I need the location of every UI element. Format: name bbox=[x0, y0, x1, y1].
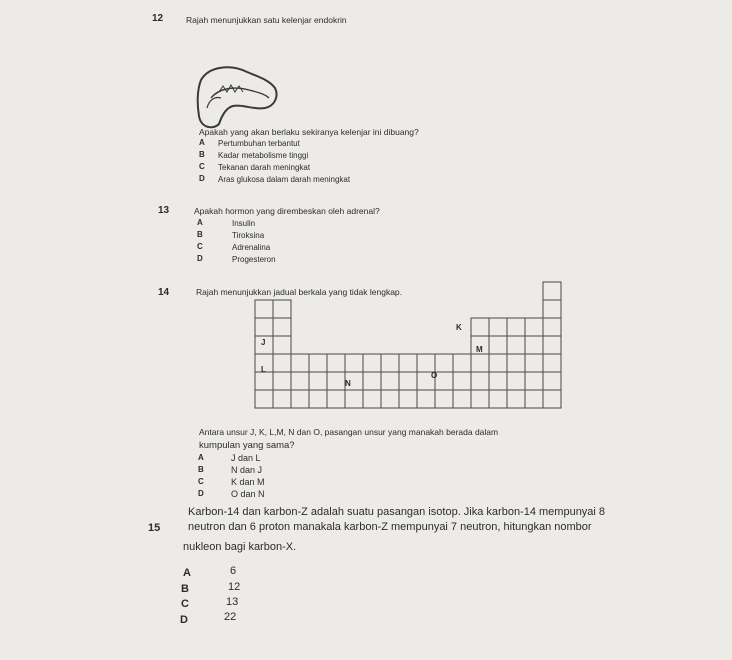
element-j-label: J bbox=[261, 338, 266, 347]
q15-option-a-text: 6 bbox=[230, 565, 237, 577]
q13-option-a-letter: A bbox=[197, 218, 203, 227]
element-o-label: O bbox=[431, 371, 438, 380]
q15-option-c-text: 13 bbox=[226, 596, 239, 608]
q12-question: Apakah yang akan berlaku sekiranya kelenjar ini dibuang? bbox=[199, 127, 419, 137]
pancreas-illustration bbox=[195, 58, 280, 130]
q14-option-a-letter: A bbox=[198, 453, 204, 462]
q12-option-d-letter: D bbox=[199, 174, 205, 183]
q15-option-c-letter: C bbox=[181, 598, 189, 610]
q15-option-b-letter: B bbox=[181, 583, 189, 595]
q12-option-d-text: Aras glukosa dalam darah meningkat bbox=[218, 175, 351, 184]
element-k-label: K bbox=[456, 323, 462, 332]
q13-option-c-text: Adrenalina bbox=[232, 243, 271, 252]
q15-option-d-text: 22 bbox=[224, 611, 237, 623]
q14-question-line2: kumpulan yang sama? bbox=[199, 440, 295, 451]
q12-number: 12 bbox=[152, 13, 164, 24]
element-m-label: M bbox=[476, 345, 483, 354]
q12-option-a-letter: A bbox=[199, 138, 205, 147]
q12-option-c-text: Tekanan darah meningkat bbox=[218, 163, 311, 172]
q13-option-d-text: Progesteron bbox=[232, 255, 276, 264]
q15-line3: nukleon bagi karbon-X. bbox=[183, 541, 297, 553]
q12-option-a-text: Pertumbuhan terbantut bbox=[218, 139, 300, 148]
q14-option-b-letter: B bbox=[198, 465, 204, 474]
q14-option-c-text: K dan M bbox=[231, 477, 265, 487]
q15-option-b-text: 12 bbox=[228, 581, 241, 593]
q14-option-d-text: O dan N bbox=[231, 489, 265, 499]
q13-number: 13 bbox=[158, 205, 170, 216]
q15-number: 15 bbox=[148, 522, 161, 534]
q15-option-a-letter: A bbox=[183, 567, 191, 579]
element-n-label: N bbox=[345, 379, 351, 388]
q14-option-b-text: N dan J bbox=[231, 465, 263, 475]
q12-option-b-letter: B bbox=[199, 150, 205, 159]
q14-option-c-letter: C bbox=[198, 477, 204, 486]
q14-option-d-letter: D bbox=[198, 489, 204, 498]
q15-line1: Karbon-14 dan karbon-Z adalah suatu pasangan isotop. Jika karbon-14 mempunyai 8 bbox=[188, 506, 606, 518]
q14-instruction: Rajah menunjukkan jadual berkala yang tidak lengkap. bbox=[196, 287, 403, 297]
q12-option-c-letter: C bbox=[199, 162, 205, 171]
q13-option-b-text: Tiroksina bbox=[232, 231, 265, 240]
q14-number: 14 bbox=[158, 287, 170, 298]
q14-option-a-text: J dan L bbox=[231, 453, 261, 463]
q12-instruction: Rajah menunjukkan satu kelenjar endokrin bbox=[186, 15, 347, 25]
periodic-table bbox=[250, 280, 572, 428]
q15-option-d-letter: D bbox=[180, 614, 188, 626]
q15-line2: neutron dan 6 proton manakala karbon-Z mempunyai 7 neutron, hitungkan nombor bbox=[188, 521, 592, 533]
q12-option-b-text: Kadar metabolisme tinggi bbox=[218, 151, 309, 160]
q14-question-line1: Antara unsur J, K, L,M, N dan O, pasangan unsur yang manakah berada dalam bbox=[199, 427, 499, 437]
q13-option-c-letter: C bbox=[197, 242, 203, 251]
q13-option-d-letter: D bbox=[197, 254, 203, 263]
q13-option-a-text: Insulin bbox=[232, 219, 256, 228]
element-l-label: L bbox=[261, 365, 266, 374]
q13-option-b-letter: B bbox=[197, 230, 203, 239]
q13-question: Apakah hormon yang dirembeskan oleh adrenal? bbox=[194, 206, 380, 216]
